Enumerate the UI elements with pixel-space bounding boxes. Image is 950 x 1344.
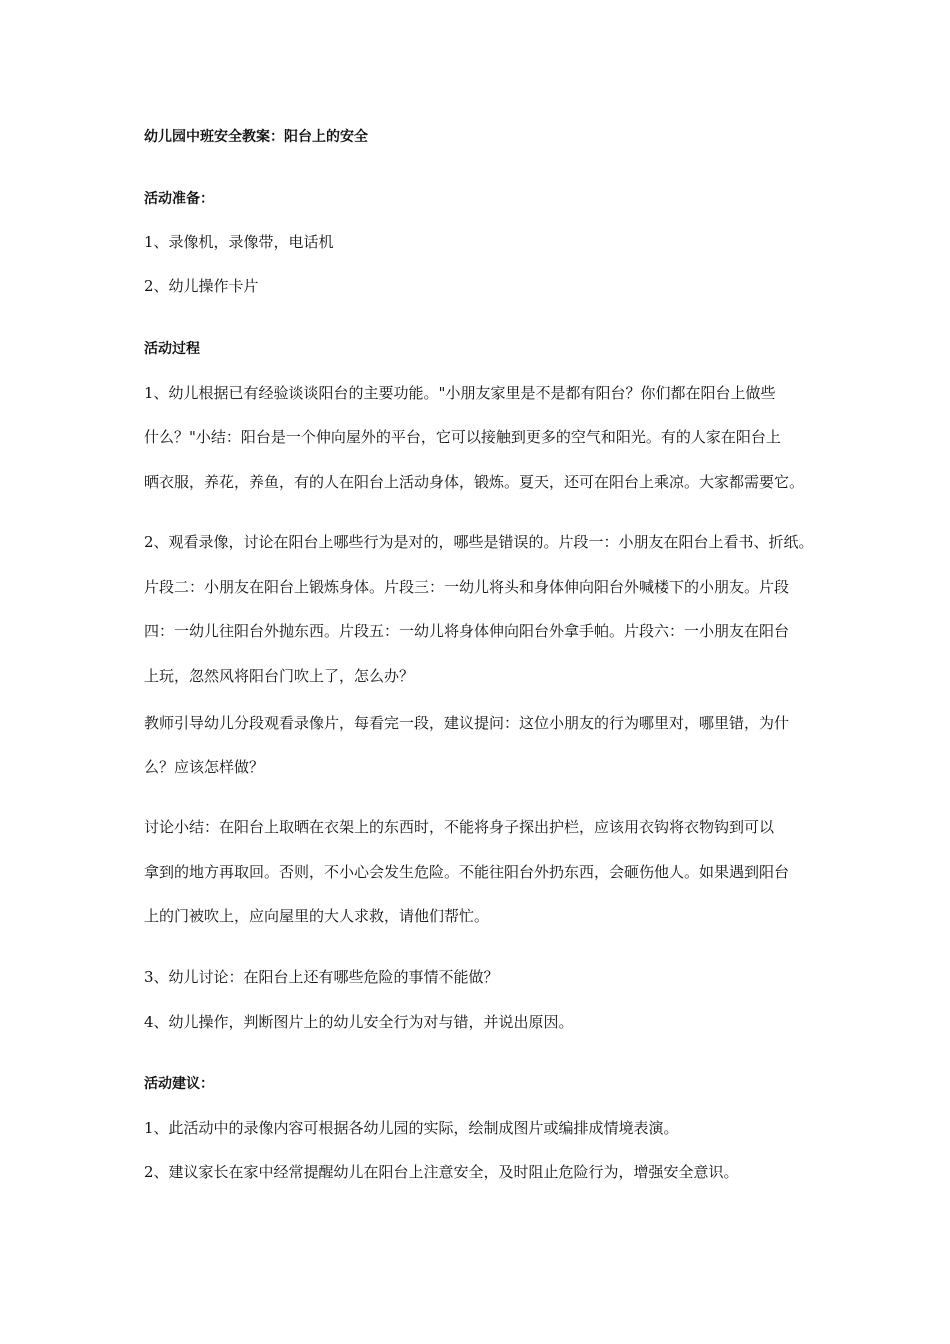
summary-line: 讨论小结：在阳台上取晒在衣架上的东西时，不能将身子探出护栏，应该用衣钩将衣物钩到可以: [144, 818, 775, 836]
suggestions-heading: 活动建议：: [144, 1076, 214, 1092]
step3-line: 3、幼儿讨论：在阳台上还有哪些危险的事情不能做？: [144, 968, 499, 986]
step1-line: 什么？"小结：阳台是一个伸向屋外的平台，它可以接触到更多的空气和阳光。有的人家在阳台上: [144, 428, 781, 446]
step2-line: 四：一幼儿往阳台外抛东西。片段五：一幼儿将身体伸向阳台外拿手帕。片段六：一小朋友在阳台: [144, 622, 790, 640]
preparation-heading: 活动准备：: [144, 191, 214, 207]
summary-line: 拿到的地方再取回。否则，不小心会发生危险。不能往阳台外扔东西，会砸伤他人。如果遇到阳台: [144, 863, 790, 881]
preparation-item: 1、录像机，录像带，电话机: [144, 233, 334, 251]
step2-line: 片段二：小朋友在阳台上锻炼身体。片段三：一幼儿将头和身体伸向阳台外喊楼下的小朋友。片段: [144, 578, 790, 596]
summary-line: 上的门被吹上，应向屋里的大人求救，请他们帮忙。: [144, 907, 490, 925]
preparation-item: 2、幼儿操作卡片: [144, 277, 259, 295]
step1-line: 晒衣服，养花，养鱼，有的人在阳台上活动身体，锻炼。夏天，还可在阳台上乘凉。大家都需要它。: [144, 473, 805, 491]
step1-line: 1、幼儿根据已有经验谈谈阳台的主要功能。"小朋友家里是不是都有阳台？你们都在阳台上做些: [144, 384, 776, 402]
suggestion-item: 1、此活动中的录像内容可根据各幼儿园的实际，绘制成图片或编排成情境表演。: [144, 1119, 679, 1137]
page-title: 幼儿园中班安全教案：阳台上的安全: [144, 129, 368, 145]
step2-line: 上玩，忽然风将阳台门吹上了，怎么办？: [144, 667, 415, 685]
teacher-guide-line: 教师引导幼儿分段观看录像片，每看完一段，建议提问：这位小朋友的行为哪里对，哪里错，为什: [144, 714, 790, 732]
step4-line: 4、幼儿操作，判断图片上的幼儿安全行为对与错，并说出原因。: [144, 1013, 574, 1031]
process-heading: 活动过程: [144, 341, 200, 357]
suggestion-item: 2、建议家长在家中经常提醒幼儿在阳台上注意安全，及时阻止危险行为，增强安全意识。: [144, 1163, 739, 1181]
step2-line: 2、观看录像，讨论在阳台上哪些行为是对的，哪些是错误的。片段一：小朋友在阳台上看书、折纸。: [144, 533, 814, 551]
teacher-guide-line: 么？应该怎样做？: [144, 758, 265, 776]
